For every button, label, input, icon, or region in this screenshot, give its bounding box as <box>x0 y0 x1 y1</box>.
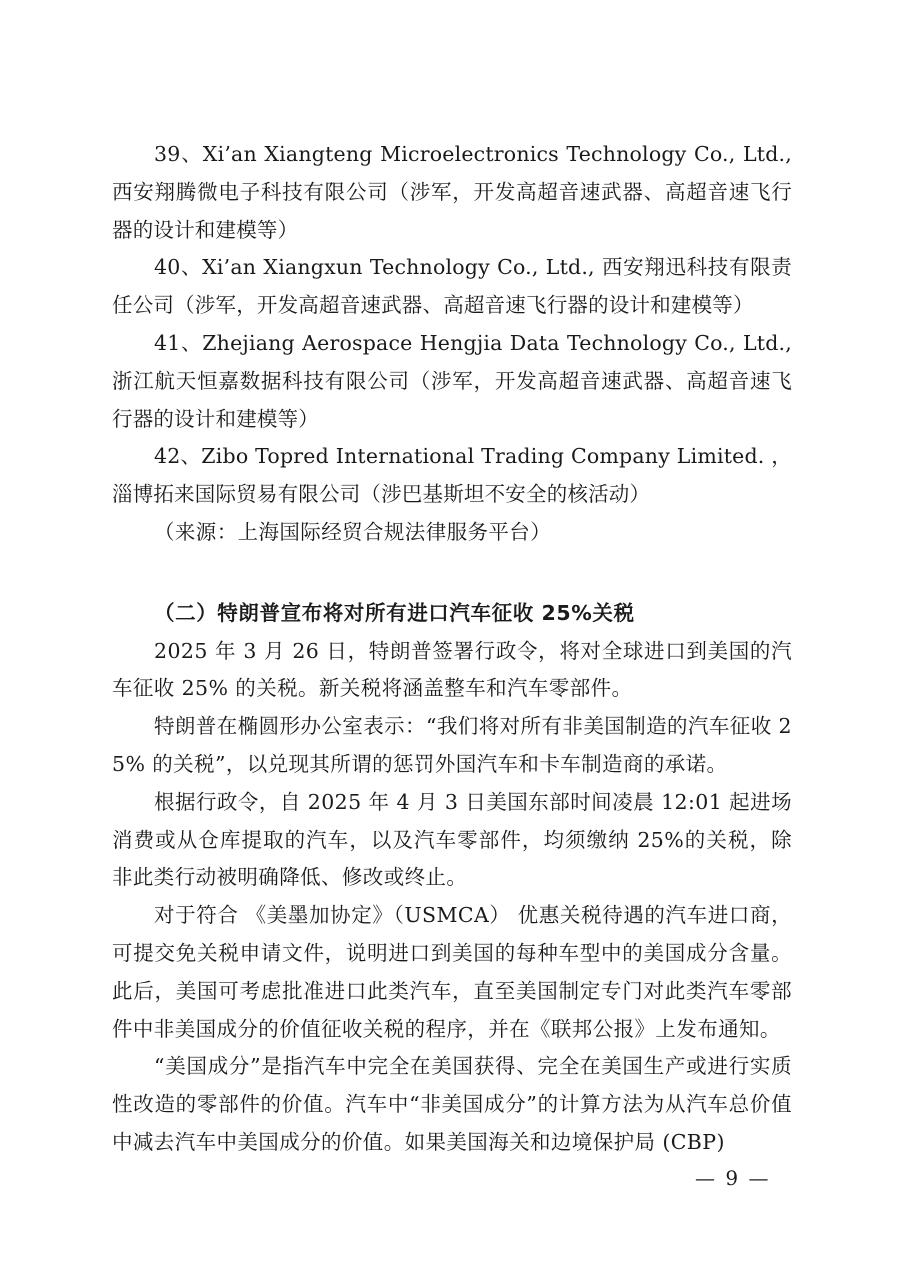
source-note: （来源：上海国际经贸合规法律服务平台） <box>154 519 552 544</box>
paragraph-3: 根据行政令，自 2025 年 4 月 3 日美国东部时间凌晨 12:01 起进场消费或从仓库提取的汽车，以及汽车零部件，均须缴纳 25%的关税，除非此类行动被明确降低、修改或终止。 <box>112 789 792 890</box>
page-number: — 9 — <box>695 1166 771 1190</box>
list-item-39: 39、Xi’an Xiangteng Microelectronics Technology Co., Ltd., 西安翔腾微电子科技有限公司（涉军，开发高超音速武器、高超音速飞行器的设计和建模等） <box>112 142 792 242</box>
section-title: （二）特朗普宣布将对所有进口汽车征收 25%关税 <box>154 600 635 625</box>
paragraph-2: 特朗普在椭圆形办公室表示：“我们将对所有非美国制造的汽车征收 25% 的关税”，以兑现其所谓的惩罚外国汽车和卡车制造商的承诺。 <box>112 714 792 776</box>
list-item-40: 40、Xi’an Xiangxun Technology Co., Ltd., 西安翔迅科技有限责任公司（涉军，开发高超音速武器、高超音速飞行器的设计和建模等） <box>112 255 792 318</box>
document-body <box>112 136 792 1162</box>
paragraph-4: 对于符合 《美墨加协定》（USMCA） 优惠关税待遇的汽车进口商，可提交免关税申请文件，说明进口到美国的每种车型中的美国成分含量。此后，美国可考虑批准进口此类汽车，直至美国制定专门对此类汽车零部件中非美国成分的价值征收关税的程序，并在《联邦公报》上发布通知。 <box>112 903 792 1041</box>
list-item-42: 42、Zibo Topred International Trading Company Limited. ，淄博拓来国际贸易有限公司（涉巴基斯坦不安全的核活动） <box>112 444 792 507</box>
list-item-41: 41、Zhejiang Aerospace Hengjia Data Technology Co., Ltd., 浙江航天恒嘉数据科技有限公司（涉军，开发高超音速武器、高超音速飞行器的设计和建模等） <box>112 330 792 431</box>
paragraph-1: 2025 年 3 月 26 日，特朗普签署行政令，将对全球进口到美国的汽车征收 25% 的关税。新关税将涵盖整车和汽车零部件。 <box>112 638 792 701</box>
paragraph-5: “美国成分”是指汽车中完全在美国获得、完全在美国生产或进行实质性改造的零部件的价值。汽车中“非美国成分”的计算方法为从汽车总价值中减去汽车中美国成分的价值。如果美国海关和边境保护局 (CBP) <box>112 1054 792 1154</box>
